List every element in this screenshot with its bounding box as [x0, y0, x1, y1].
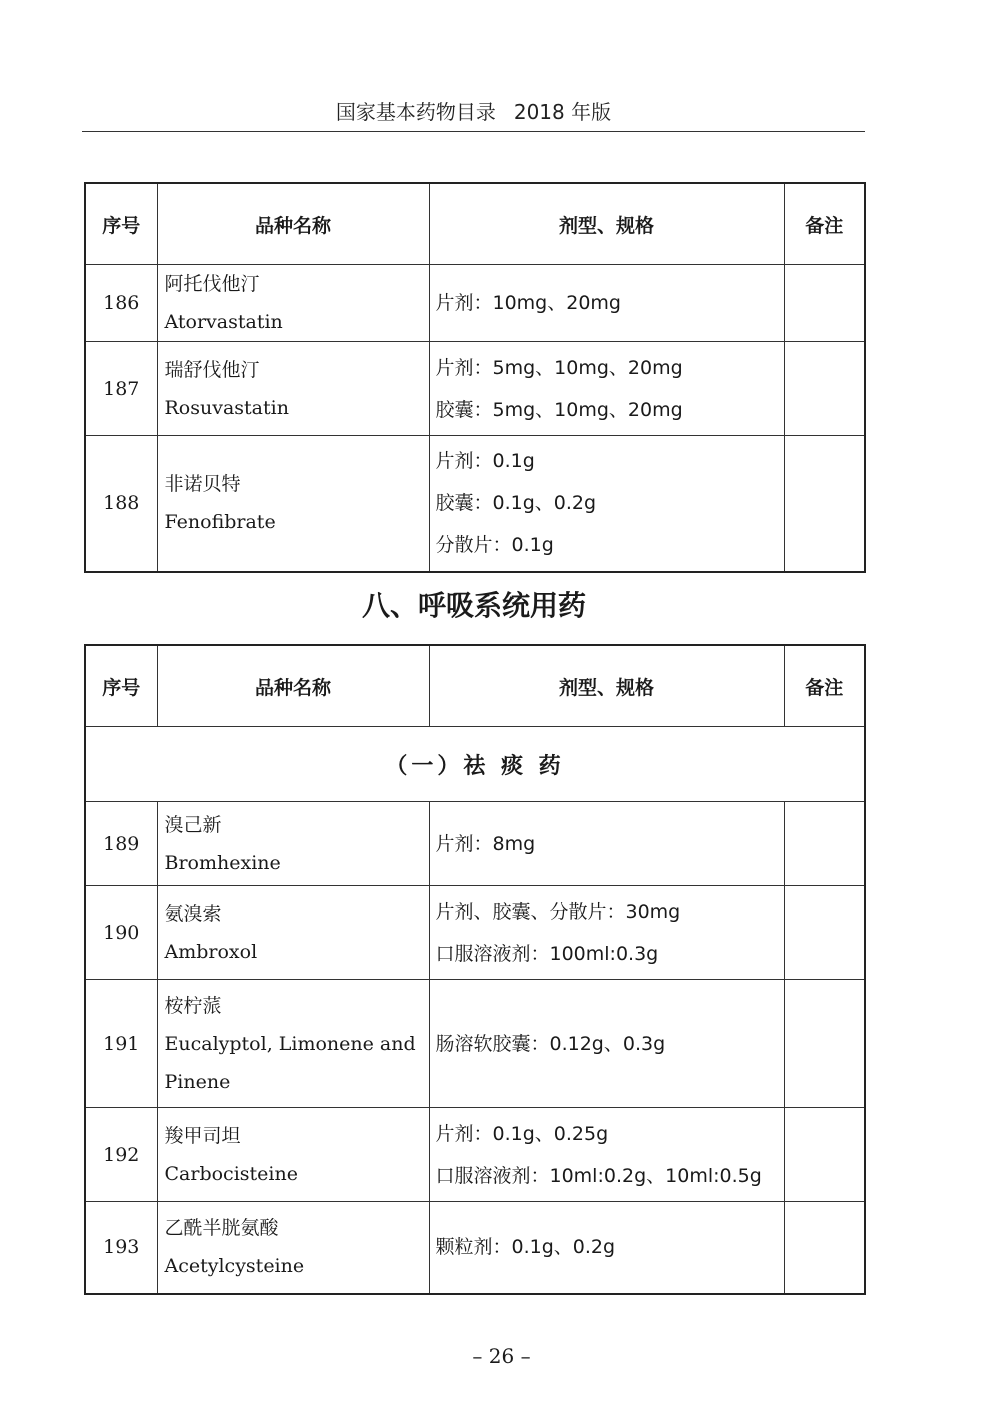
row-number: 192: [85, 1108, 157, 1202]
table-row: [85, 802, 865, 886]
table-row: [85, 436, 865, 572]
drug-name-cn: 氨溴索: [164, 902, 222, 925]
drug-spec: [429, 436, 784, 572]
spec-line: 分散片：0.1g: [435, 534, 554, 557]
drug-table-1: [84, 182, 866, 573]
col-header-note: 备注: [784, 645, 865, 727]
row-number: 191: [85, 980, 157, 1108]
spec-line: 片剂：0.1g、0.25g: [435, 1122, 609, 1145]
drug-name: [157, 980, 429, 1108]
table-row: [85, 1108, 865, 1202]
drug-note: [784, 342, 865, 436]
spec-line: 口服溶液剂：10ml:0.2g、10ml:0.5g: [435, 1164, 762, 1187]
drug-name: [157, 886, 429, 980]
row-number: 189: [85, 802, 157, 886]
spec-line: 片剂、胶囊、分散片：30mg: [435, 900, 681, 923]
drug-note: [784, 436, 865, 572]
drug-name: [157, 1202, 429, 1294]
drug-name-cn: 阿托伐他汀: [164, 273, 260, 295]
row-number: 193: [85, 1202, 157, 1294]
drug-spec: [429, 886, 784, 980]
drug-name-cn: 溴己新: [164, 813, 222, 836]
subcategory-row: [85, 727, 865, 802]
spec-line: 胶囊：5mg、10mg、20mg: [435, 398, 683, 421]
row-number: 186: [85, 265, 157, 342]
col-header-note: 备注: [784, 183, 865, 265]
col-header-no: 序号: [85, 645, 157, 727]
drug-name: [157, 436, 429, 572]
drug-spec: [429, 342, 784, 436]
drug-name: [157, 265, 429, 342]
drug-name-en: Fenofibrate: [164, 511, 276, 534]
drug-name-en: Bromhexine: [164, 851, 281, 874]
spec-line: 颗粒剂：0.1g、0.2g: [435, 1236, 616, 1259]
drug-note: [784, 802, 865, 886]
table-row: [85, 342, 865, 436]
drug-note: [784, 980, 865, 1108]
drug-spec: [429, 1108, 784, 1202]
section-title: 八、呼吸系统用药: [361, 589, 586, 622]
table-row: [85, 886, 865, 980]
spec-line: 片剂：5mg、10mg、20mg: [435, 356, 683, 379]
page-header: [82, 96, 865, 130]
drug-name-en: Eucalyptol, Limonene and Pinene: [164, 1032, 416, 1093]
drug-name-en: Carbocisteine: [164, 1162, 298, 1185]
spec-line: 肠溶软胶囊：0.12g、0.3g: [435, 1032, 666, 1055]
spec-line: 胶囊：0.1g、0.2g: [435, 492, 597, 515]
drug-name-en: Acetylcysteine: [164, 1255, 305, 1278]
col-header-name: 品种名称: [157, 183, 429, 265]
table-header-row: [85, 645, 865, 727]
drug-spec: [429, 802, 784, 886]
drug-name-cn: 桉柠蒎: [164, 994, 222, 1017]
row-number: 187: [85, 342, 157, 436]
drug-note: [784, 886, 865, 980]
drug-note: [784, 1202, 865, 1294]
subcategory-title: （一）祛 痰 药: [85, 727, 865, 802]
row-number: 188: [85, 436, 157, 572]
col-header-name: 品种名称: [157, 645, 429, 727]
drug-spec: [429, 265, 784, 342]
drug-name-cn: 非诺贝特: [164, 473, 241, 496]
drug-name: [157, 1108, 429, 1202]
drug-name: [157, 342, 429, 436]
table-header-row: [85, 183, 865, 265]
row-number: 190: [85, 886, 157, 980]
header-edition: 2018 年版: [513, 100, 612, 124]
header-rule: [82, 131, 865, 132]
drug-name-cn: 瑞舒伐他汀: [164, 358, 260, 381]
drug-spec: [429, 1202, 784, 1294]
spec-line: 片剂：8mg: [435, 832, 536, 855]
col-header-spec: 剂型、规格: [429, 645, 784, 727]
page-number: – 26 –: [472, 1344, 531, 1368]
header-title: 国家基本药物目录: [335, 100, 496, 124]
drug-spec: [429, 980, 784, 1108]
drug-name-cn: 乙酰半胱氨酸: [164, 1217, 279, 1240]
drug-note: [784, 265, 865, 342]
spec-line: 片剂：0.1g: [435, 450, 535, 473]
col-header-no: 序号: [85, 183, 157, 265]
drug-name-en: Atorvastatin: [164, 311, 283, 333]
table-row: [85, 1202, 865, 1294]
table-row: [85, 265, 865, 342]
drug-name-cn: 羧甲司坦: [164, 1124, 241, 1147]
col-header-spec: 剂型、规格: [429, 183, 784, 265]
drug-name-en: Ambroxol: [164, 940, 258, 963]
table-row: [85, 980, 865, 1108]
drug-name: [157, 802, 429, 886]
drug-name-en: Rosuvastatin: [164, 396, 289, 419]
spec-line: 片剂：10mg、20mg: [435, 292, 621, 314]
drug-table-2: [84, 644, 866, 1295]
spec-line: 口服溶液剂：100ml:0.3g: [435, 942, 659, 965]
drug-note: [784, 1108, 865, 1202]
